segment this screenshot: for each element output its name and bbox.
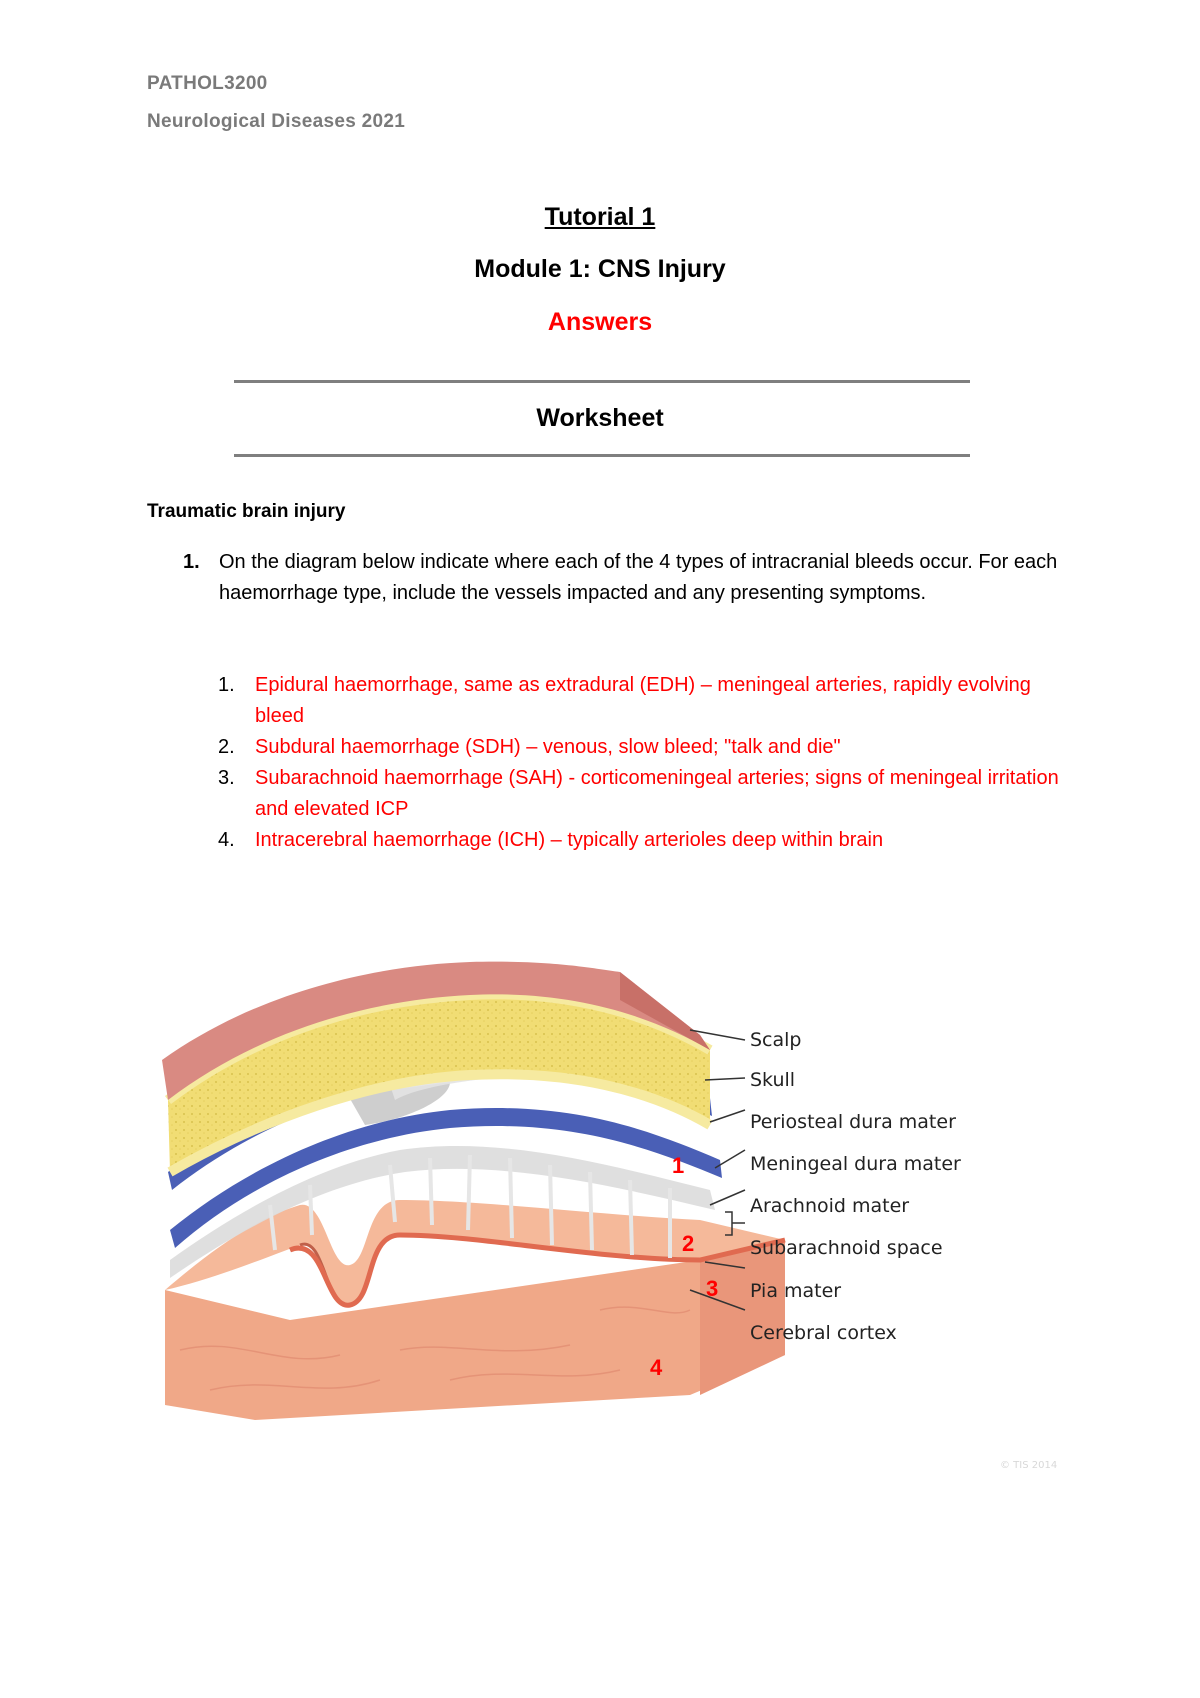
answer-text: Subarachnoid haemorrhage (SAH) - corticomeningeal arteries; signs of meningeal irritation and elevated ICP [255, 767, 1059, 820]
course-subtitle: Neurological Diseases 2021 [147, 111, 406, 132]
label-arachnoid: Arachnoid mater [750, 1195, 910, 1217]
label-periosteal-dura: Periosteal dura mater [750, 1111, 956, 1133]
marker-1: 1 [672, 1153, 685, 1178]
bottom-divider [234, 454, 970, 457]
label-pia-mater: Pia mater [750, 1280, 842, 1302]
answer-number: 1. [218, 674, 235, 696]
answer-number: 2. [218, 736, 235, 758]
section-heading: Traumatic brain injury [147, 501, 346, 522]
answer-text: Intracerebral haemorrhage (ICH) – typically arterioles deep within brain [255, 829, 884, 851]
question-text: On the diagram below indicate where each of the 4 types of intracranial bleeds occur. For each haemorrhage type, include the vessels impacted and any presenting symptoms. [219, 551, 1058, 604]
course-code: PATHOL3200 [147, 73, 268, 94]
answers-title: Answers [547, 308, 653, 336]
module-title: Module 1: CNS Injury [474, 255, 726, 283]
answer-text: Epidural haemorrhage, same as extradural (EDH) – meningeal arteries, rapidly evolving bleed [255, 674, 1031, 727]
answer-number: 4. [218, 829, 235, 851]
answer-text: Subdural haemorrhage (SDH) – venous, slow bleed; "talk and die" [255, 736, 841, 758]
label-skull: Skull [750, 1069, 796, 1091]
label-scalp: Scalp [750, 1029, 802, 1051]
marker-2: 2 [682, 1231, 695, 1256]
marker-4: 4 [650, 1355, 663, 1380]
watermark: © TIS 2014 [1000, 1460, 1058, 1471]
label-meningeal-dura: Meningeal dura mater [750, 1153, 961, 1175]
tutorial-title: Tutorial 1 [544, 203, 656, 231]
worksheet-heading: Worksheet [536, 404, 664, 432]
top-divider [234, 380, 970, 383]
question-number: 1. [183, 551, 200, 573]
label-subarachnoid-space: Subarachnoid space [750, 1237, 943, 1259]
answer-number: 3. [218, 767, 235, 789]
meninges-diagram [150, 960, 1070, 1480]
label-cerebral-cortex: Cerebral cortex [750, 1322, 897, 1344]
marker-3: 3 [706, 1276, 719, 1301]
